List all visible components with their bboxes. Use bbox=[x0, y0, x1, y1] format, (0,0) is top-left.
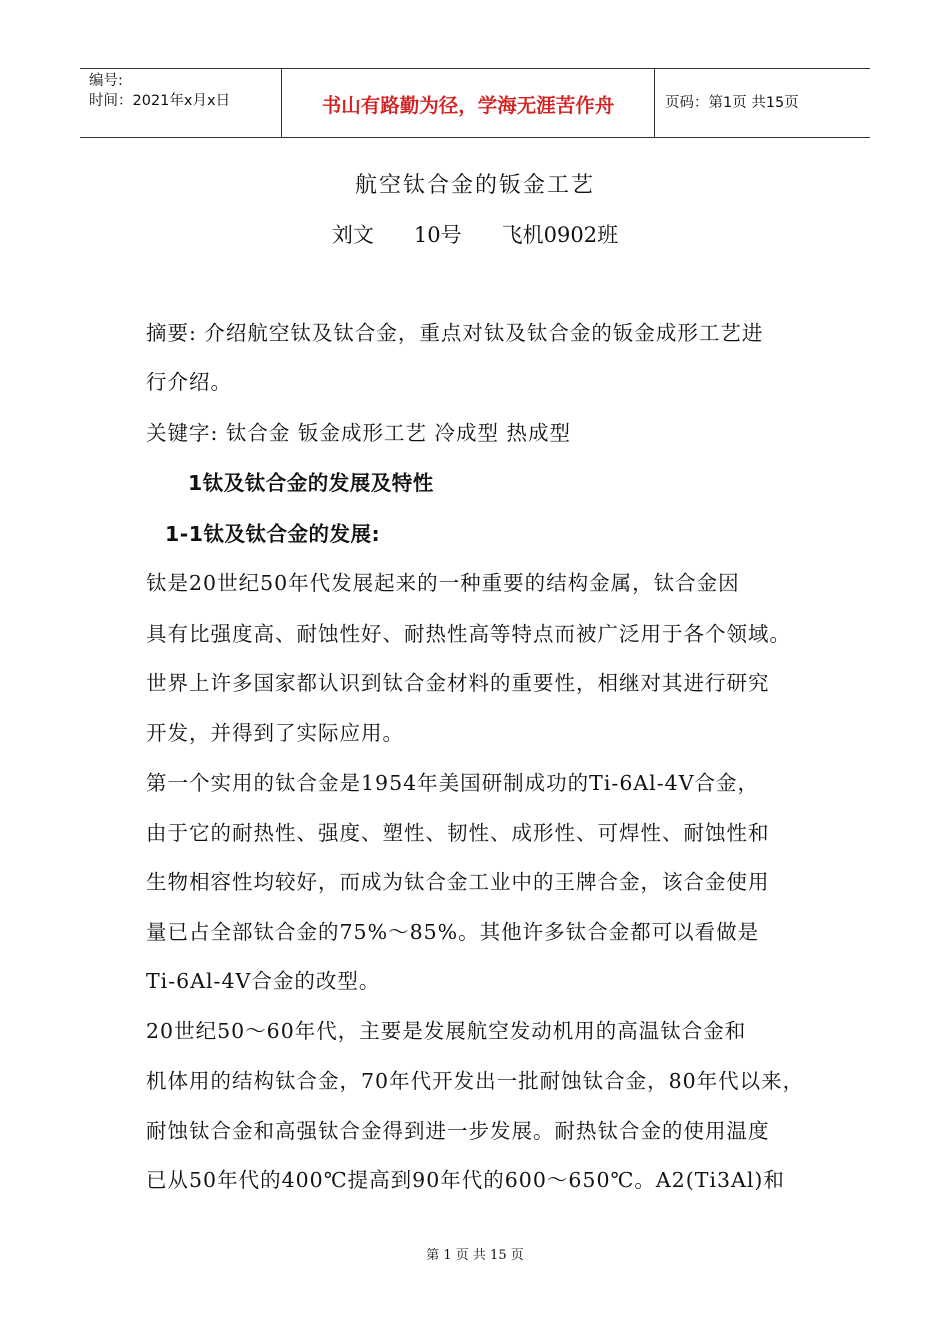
body-line-9: Ti-6Al-4V合金的改型。 bbox=[146, 969, 381, 993]
body-line-7: 生物相容性均较好，而成为钛合金工业中的王牌合金，该合金使用 bbox=[146, 870, 770, 894]
body-line-1: 钛是20世纪50年代发展起来的一种重要的结构金属，钛合金因 bbox=[146, 571, 740, 595]
body-line-6: 由于它的耐热性、强度、塑性、韧性、成形性、可焊性、耐蚀性和 bbox=[146, 821, 770, 845]
header-meta-cell bbox=[80, 69, 282, 137]
document-date: 时间：2021年x月x日 bbox=[89, 93, 231, 109]
page-footer: 第 1 页 共 15 页 bbox=[426, 1248, 524, 1263]
section-heading-1: 1钛及钛合金的发展及特性 bbox=[188, 471, 434, 495]
header-motto-cell bbox=[282, 69, 655, 137]
body-line-3: 世界上许多国家都认识到钛合金材料的重要性，相继对其进行研究 bbox=[146, 671, 770, 695]
body-line-4: 开发，并得到了实际应用。 bbox=[146, 721, 404, 745]
document-number-label: 编号: bbox=[89, 73, 123, 89]
subsection-heading-1-1: 1-1钛及钛合金的发展: bbox=[165, 522, 381, 546]
body-line-13: 已从50年代的400℃提高到90年代的600～650℃。A2(Ti3Al)和 bbox=[146, 1168, 785, 1192]
body-line-2: 具有比强度高、耐蚀性好、耐热性高等特点而被广泛用于各个领域。 bbox=[146, 622, 791, 646]
body-line-8: 量已占全部钛合金的75%～85%。其他许多钛合金都可以看做是 bbox=[146, 920, 760, 944]
abstract-line-2: 行介绍。 bbox=[146, 370, 232, 394]
header-motto: 书山有路勤为径，学海无涯苦作舟 bbox=[321, 94, 615, 117]
body-line-5: 第一个实用的钛合金是1954年美国研制成功的Ti-6Al-4V合金， bbox=[146, 771, 760, 795]
body-line-10: 20世纪50～60年代，主要是发展航空发动机用的高温钛合金和 bbox=[146, 1019, 747, 1043]
header-page-cell bbox=[655, 69, 870, 137]
header-page-info: 页码：第1页 共15页 bbox=[665, 95, 799, 111]
header-table bbox=[80, 68, 870, 138]
document-title: 航空钛合金的钣金工艺 bbox=[354, 173, 595, 198]
body-line-11: 机体用的结构钛合金，70年代开发出一批耐蚀钛合金，80年代以来， bbox=[146, 1069, 805, 1093]
keywords-line: 关键字: 钛合金 钣金成形工艺 冷成型 热成型 bbox=[146, 421, 571, 445]
body-line-12: 耐蚀钛合金和高强钛合金得到进一步发展。耐热钛合金的使用温度 bbox=[146, 1119, 770, 1143]
abstract-line-1: 摘要: 介绍航空钛及钛合金，重点对钛及钛合金的钣金成形工艺进 bbox=[146, 321, 764, 345]
document-byline: 刘文 10号 飞机0902班 bbox=[331, 223, 619, 247]
